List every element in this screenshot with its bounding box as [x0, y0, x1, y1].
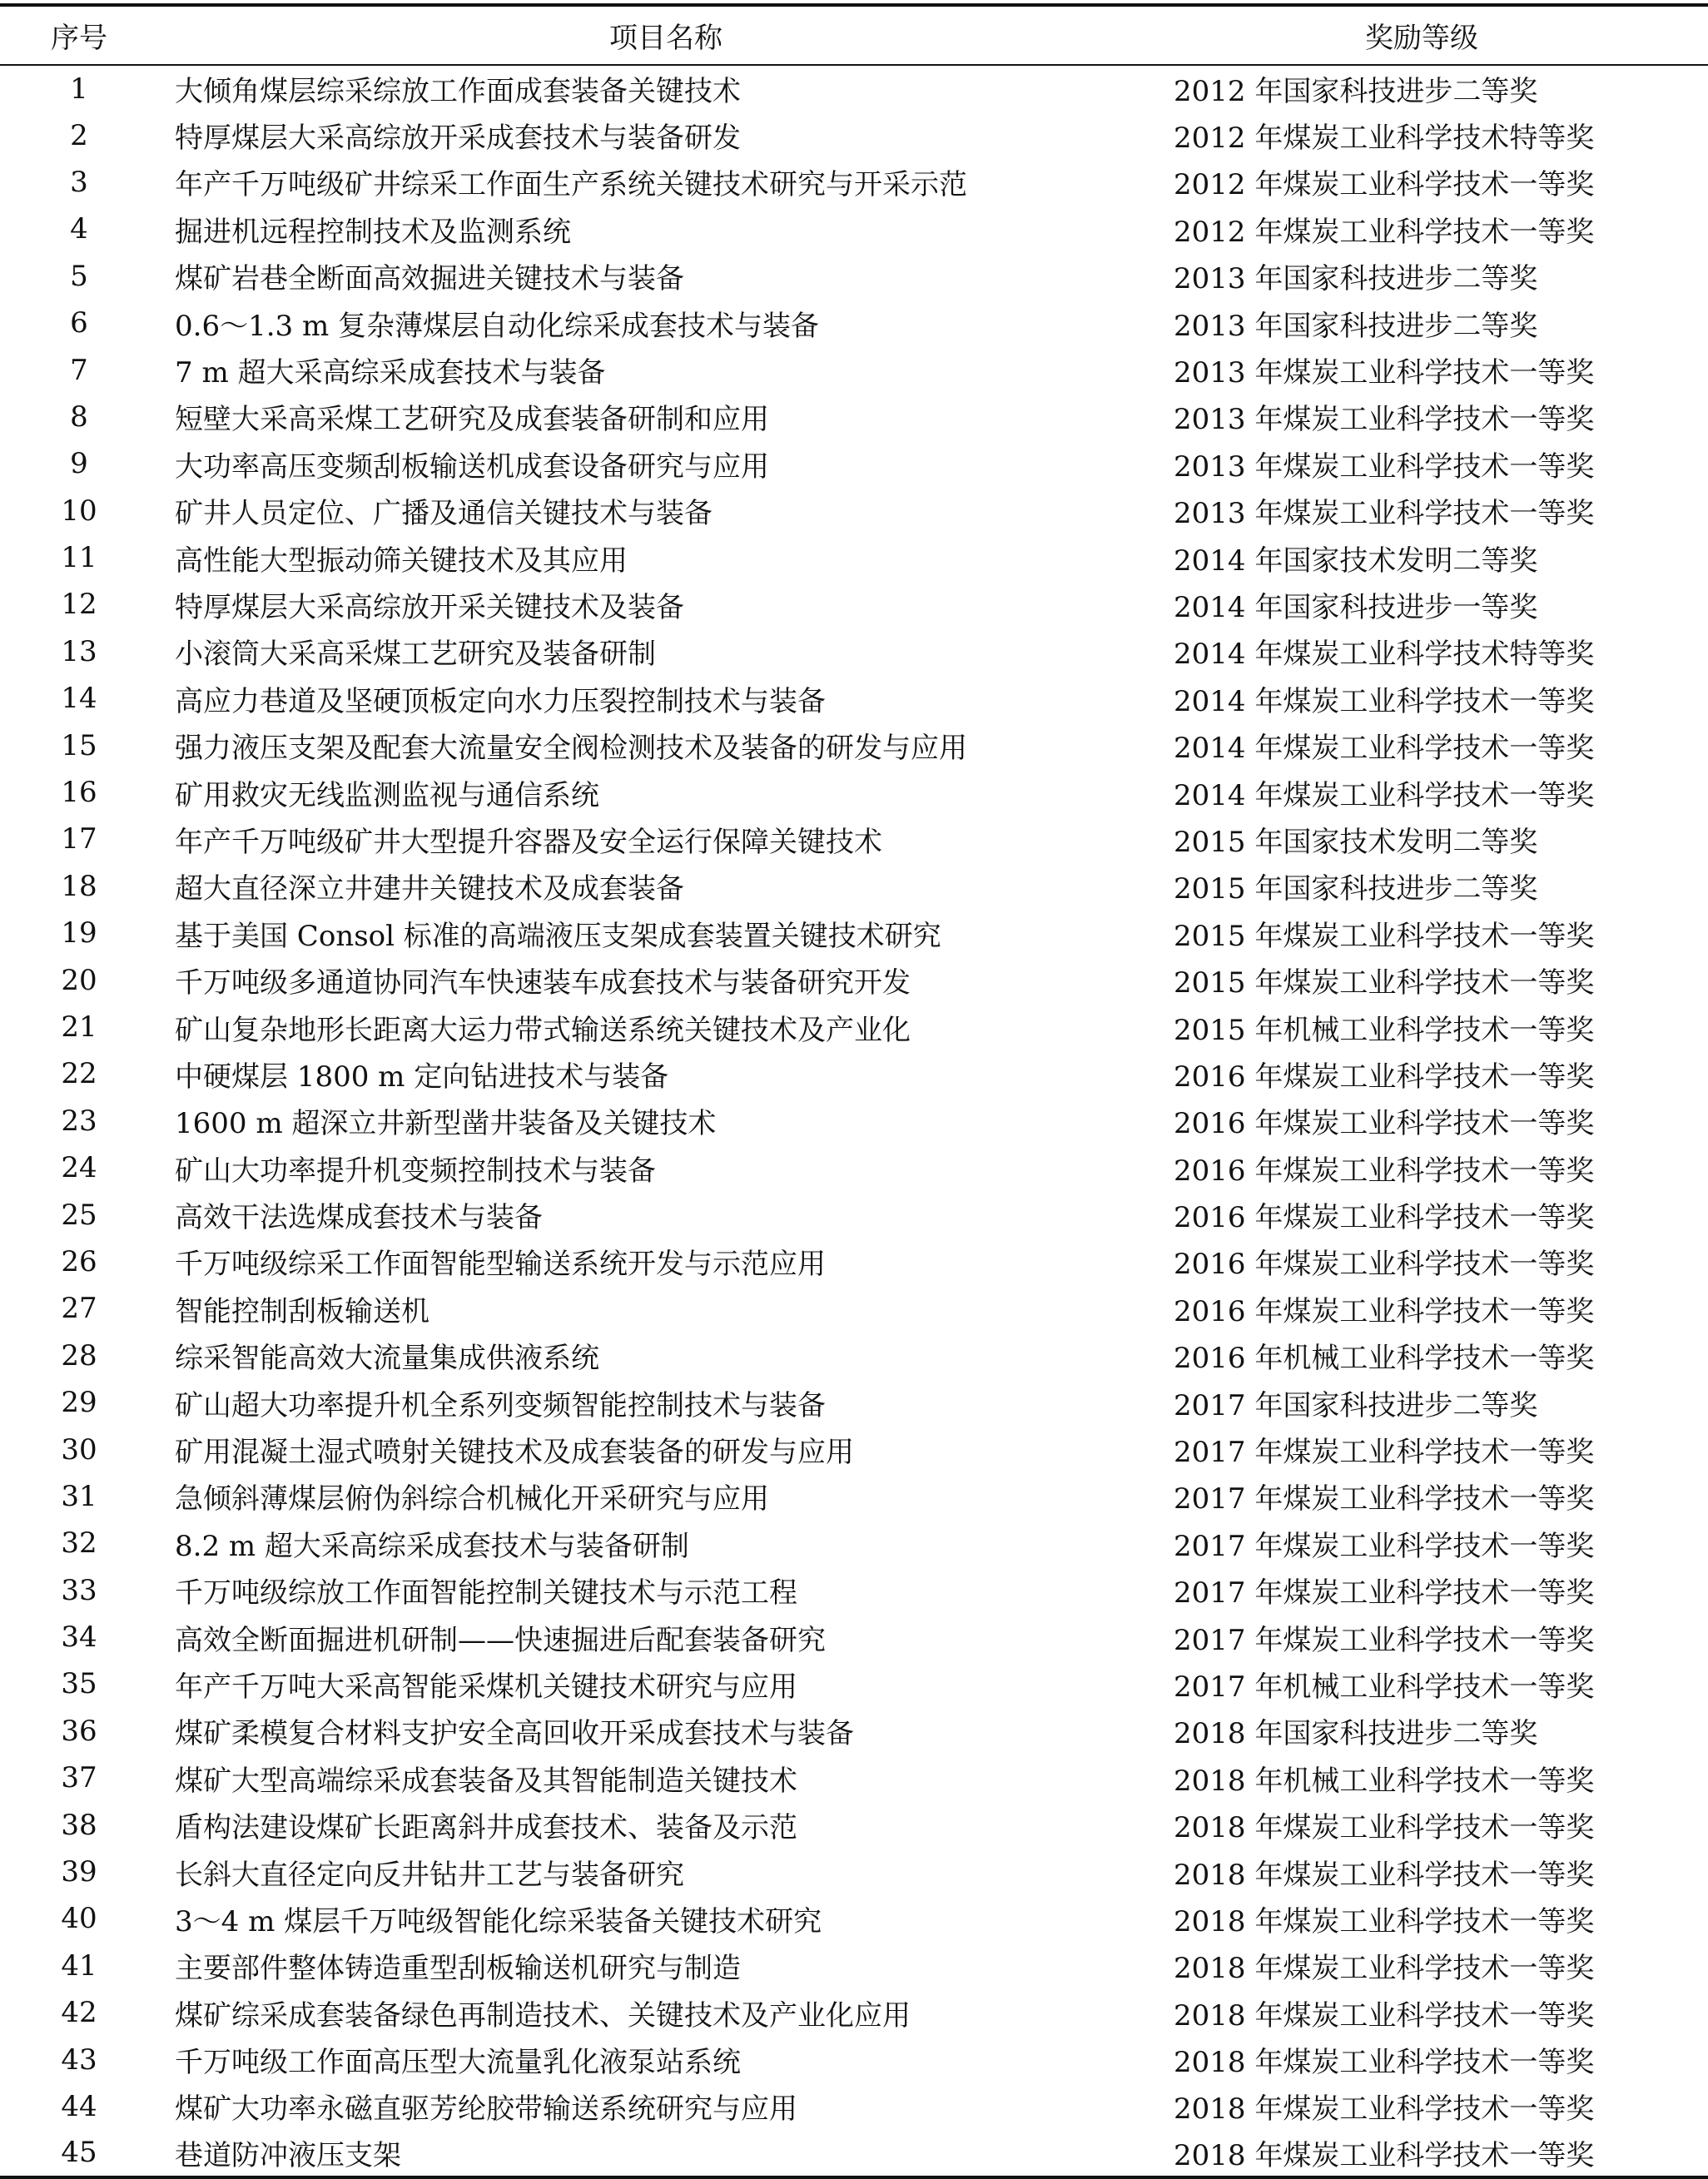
table-row [0, 394, 1708, 440]
serial-number-cell: 18 [61, 869, 97, 903]
award-level-cell: 2017 年煤炭工业科学技术一等奖 [1174, 1623, 1595, 1657]
project-name-cell: 智能控制刮板输送机 [175, 1294, 429, 1328]
project-name-cell: 长斜大直径定向反井钻井工艺与装备研究 [175, 1858, 684, 1892]
project-name-cell: 中硬煤层 1800 m 定向钻进技术与装备 [175, 1060, 669, 1094]
award-level-cell: 2018 年煤炭工业科学技术一等奖 [1174, 1904, 1595, 1938]
award-level-cell: 2013 年煤炭工业科学技术一等奖 [1174, 497, 1595, 531]
project-name-cell: 年产千万吨级矿井综采工作面生产系统关键技术研究与开采示范 [175, 168, 967, 202]
serial-number-cell: 28 [61, 1338, 97, 1372]
project-name-cell: 千万吨级综采工作面智能型输送系统开发与示范应用 [175, 1248, 826, 1282]
serial-number-cell: 4 [70, 212, 88, 246]
award-level-cell: 2018 年煤炭工业科学技术一等奖 [1174, 1998, 1595, 2033]
award-level-cell: 2012 年煤炭工业科学技术一等奖 [1174, 215, 1595, 249]
project-name-cell: 特厚煤层大采高综放开采成套技术与装备研发 [175, 122, 741, 156]
project-name-cell: 强力液压支架及配套大流量安全阀检测技术及装备的研发与应用 [175, 732, 967, 766]
table-row [0, 440, 1708, 487]
award-level-cell: 2018 年煤炭工业科学技术一等奖 [1174, 1811, 1595, 1845]
serial-number-cell: 33 [61, 1573, 97, 1607]
award-level-cell: 2018 年煤炭工业科学技术一等奖 [1174, 2092, 1595, 2127]
table-row [0, 346, 1708, 393]
project-name-cell: 0.6～1.3 m 复杂薄煤层自动化综采成套技术与装备 [175, 309, 819, 343]
project-name-cell: 3～4 m 煤层千万吨级智能化综采装备关键技术研究 [175, 1904, 822, 1938]
table-row [0, 1989, 1708, 2036]
serial-number-cell: 24 [61, 1151, 97, 1185]
serial-number-cell: 21 [61, 1010, 97, 1044]
award-level-cell: 2018 年煤炭工业科学技术一等奖 [1174, 2046, 1595, 2080]
award-level-cell: 2012 年国家科技进步二等奖 [1174, 75, 1538, 109]
project-name-cell: 煤矿大型高端综采成套装备及其智能制造关键技术 [175, 1764, 797, 1798]
table-row [0, 675, 1708, 722]
project-name-cell: 短壁大采高采煤工艺研究及成套装备研制和应用 [175, 403, 769, 437]
serial-number-cell: 34 [61, 1621, 97, 1655]
award-level-cell: 2012 年煤炭工业科学技术一等奖 [1174, 168, 1595, 202]
table-row [0, 1379, 1708, 1426]
project-name-cell: 煤矿大功率永磁直驱芳纶胶带输送系统研究与应用 [175, 2092, 797, 2127]
table-row [0, 65, 1708, 112]
award-level-cell: 2016 年煤炭工业科学技术一等奖 [1174, 1154, 1595, 1188]
serial-number-cell: 13 [61, 634, 97, 668]
project-name-cell: 矿井人员定位、广播及通信关键技术与装备 [175, 497, 712, 531]
project-name-cell: 矿山复杂地形长距离大运力带式输送系统关键技术及产业化 [175, 1013, 911, 1047]
table-row [0, 628, 1708, 675]
project-name-cell: 巷道防冲液压支架 [175, 2138, 401, 2172]
project-name-cell: 煤矿综采成套装备绿色再制造技术、关键技术及产业化应用 [175, 1998, 911, 2033]
project-name-cell: 特厚煤层大采高综放开采关键技术及装备 [175, 590, 684, 624]
table-row [0, 2036, 1708, 2082]
table-row [0, 159, 1708, 206]
table-row [0, 910, 1708, 956]
award-level-cell: 2016 年煤炭工业科学技术一等奖 [1174, 1248, 1595, 1282]
serial-number-cell: 36 [61, 1714, 97, 1748]
header-row [0, 5, 1708, 65]
project-name-cell: 高效全断面掘进机研制——快速掘进后配套装备研究 [175, 1623, 826, 1657]
project-name-cell: 小滚筒大采高采煤工艺研究及装备研制 [175, 638, 656, 672]
award-level-cell: 2013 年国家科技进步二等奖 [1174, 262, 1538, 296]
award-level-cell: 2017 年煤炭工业科学技术一等奖 [1174, 1529, 1595, 1563]
award-level-cell: 2018 年机械工业科学技术一等奖 [1174, 1764, 1595, 1798]
header-serial-number: 序号 [51, 22, 107, 55]
table-row [0, 1426, 1708, 1472]
award-level-cell: 2018 年煤炭工业科学技术一等奖 [1174, 1858, 1595, 1892]
award-level-cell: 2015 年机械工业科学技术一等奖 [1174, 1013, 1595, 1047]
table-row [0, 1050, 1708, 1097]
serial-number-cell: 44 [61, 2089, 97, 2123]
award-level-cell: 2014 年煤炭工业科学技术一等奖 [1174, 778, 1595, 812]
serial-number-cell: 42 [61, 1996, 97, 2030]
serial-number-cell: 27 [61, 1292, 97, 1326]
award-level-cell: 2016 年煤炭工业科学技术一等奖 [1174, 1294, 1595, 1328]
table-row [0, 1801, 1708, 1848]
project-name-cell: 高性能大型振动筛关键技术及其应用 [175, 544, 628, 578]
project-name-cell: 千万吨级多通道协同汽车快速装车成套技术与装备研究开发 [175, 966, 911, 1000]
serial-number-cell: 16 [61, 776, 97, 810]
table-row [0, 956, 1708, 1003]
serial-number-cell: 29 [61, 1386, 97, 1420]
table-row [0, 1614, 1708, 1660]
serial-number-cell: 20 [61, 963, 97, 997]
table-row [0, 1473, 1708, 1520]
award-level-cell: 2015 年国家技术发明二等奖 [1174, 825, 1538, 859]
award-level-cell: 2013 年煤炭工业科学技术一等奖 [1174, 403, 1595, 437]
award-level-cell: 2016 年机械工业科学技术一等奖 [1174, 1342, 1595, 1376]
project-name-cell: 大倾角煤层综采综放工作面成套装备关键技术 [175, 75, 741, 109]
table-row [0, 534, 1708, 581]
serial-number-cell: 37 [61, 1761, 97, 1795]
award-level-cell: 2018 年煤炭工业科学技术一等奖 [1174, 2138, 1595, 2172]
project-name-cell: 矿用混凝土湿式喷射关键技术及成套装备的研发与应用 [175, 1436, 854, 1470]
table-row [0, 1098, 1708, 1144]
serial-number-cell: 30 [61, 1432, 97, 1467]
project-name-cell: 综采智能高效大流量集成供液系统 [175, 1342, 599, 1376]
project-name-cell: 高应力巷道及坚硬顶板定向水力压裂控制技术与装备 [175, 684, 826, 718]
table-row [0, 1238, 1708, 1285]
header-project-name: 项目名称 [609, 22, 722, 55]
table-row [0, 816, 1708, 862]
table-row [0, 488, 1708, 534]
award-level-cell: 2014 年国家科技进步一等奖 [1174, 590, 1538, 624]
serial-number-cell: 43 [61, 2043, 97, 2077]
project-name-cell: 矿山大功率提升机变频控制技术与装备 [175, 1154, 656, 1188]
table-row [0, 581, 1708, 628]
serial-number-cell: 40 [61, 1902, 97, 1936]
award-level-cell: 2015 年煤炭工业科学技术一等奖 [1174, 919, 1595, 953]
serial-number-cell: 1 [70, 72, 88, 106]
project-name-cell: 煤矿岩巷全断面高效掘进关键技术与装备 [175, 262, 684, 296]
table-row [0, 1849, 1708, 1895]
project-name-cell: 矿用救灾无线监测监视与通信系统 [175, 778, 599, 812]
serial-number-cell: 14 [61, 682, 97, 716]
project-name-cell: 千万吨级综放工作面智能控制关键技术与示范工程 [175, 1576, 797, 1611]
table-row [0, 112, 1708, 158]
serial-number-cell: 5 [70, 259, 88, 293]
award-level-cell: 2016 年煤炭工业科学技术一等奖 [1174, 1107, 1595, 1141]
award-level-cell: 2012 年煤炭工业科学技术特等奖 [1174, 122, 1595, 156]
table-row [0, 1567, 1708, 1614]
project-name-cell: 年产千万吨大采高智能采煤机关键技术研究与应用 [175, 1670, 797, 1704]
serial-number-cell: 19 [61, 916, 97, 951]
award-level-cell: 2018 年煤炭工业科学技术一等奖 [1174, 1952, 1595, 1986]
table-row [0, 300, 1708, 346]
serial-number-cell: 22 [61, 1057, 97, 1091]
project-name-cell: 主要部件整体铸造重型刮板输送机研究与制造 [175, 1952, 741, 1986]
award-level-cell: 2017 年煤炭工业科学技术一等奖 [1174, 1576, 1595, 1611]
table-row [0, 1708, 1708, 1755]
serial-number-cell: 10 [61, 494, 97, 528]
serial-number-cell: 35 [61, 1667, 97, 1701]
table-row [0, 1895, 1708, 1942]
award-level-cell: 2015 年煤炭工业科学技术一等奖 [1174, 966, 1595, 1000]
serial-number-cell: 8 [70, 400, 88, 434]
table-body [0, 65, 1708, 2177]
serial-number-cell: 25 [61, 1198, 97, 1232]
serial-number-cell: 6 [70, 306, 88, 340]
award-level-cell: 2017 年煤炭工业科学技术一等奖 [1174, 1482, 1595, 1516]
table-header [0, 5, 1708, 65]
table-row [0, 863, 1708, 910]
award-level-cell: 2017 年煤炭工业科学技术一等奖 [1174, 1436, 1595, 1470]
serial-number-cell: 38 [61, 1808, 97, 1842]
serial-number-cell: 17 [61, 822, 97, 856]
project-name-cell: 掘进机远程控制技术及监测系统 [175, 215, 571, 249]
project-name-cell: 高效干法选煤成套技术与装备 [175, 1201, 543, 1235]
serial-number-cell: 26 [61, 1244, 97, 1278]
serial-number-cell: 7 [70, 353, 88, 387]
serial-number-cell: 39 [61, 1855, 97, 1889]
award-level-cell: 2014 年煤炭工业科学技术一等奖 [1174, 732, 1595, 766]
project-name-cell: 矿山超大功率提升机全系列变频智能控制技术与装备 [175, 1388, 826, 1422]
project-name-cell: 大功率高压变频刮板输送机成套设备研究与应用 [175, 449, 769, 484]
award-level-cell: 2013 年国家科技进步二等奖 [1174, 309, 1538, 343]
project-name-cell: 急倾斜薄煤层俯伪斜综合机械化开采研究与应用 [175, 1482, 769, 1516]
award-level-cell: 2013 年煤炭工业科学技术一等奖 [1174, 449, 1595, 484]
serial-number-cell: 9 [70, 447, 88, 481]
project-name-cell: 基于美国 Consol 标准的高端液压支架成套装置关键技术研究 [175, 919, 941, 953]
project-name-cell: 7 m 超大采高综采成套技术与装备 [175, 356, 606, 390]
header-award-level: 奖励等级 [1365, 22, 1478, 55]
table-row [0, 1943, 1708, 1989]
table-row [0, 722, 1708, 768]
serial-number-cell: 41 [61, 1948, 97, 1983]
table-row [0, 1004, 1708, 1050]
award-level-cell: 2013 年煤炭工业科学技术一等奖 [1174, 356, 1595, 390]
project-name-cell: 盾构法建设煤矿长距离斜井成套技术、装备及示范 [175, 1811, 797, 1845]
award-level-cell: 2015 年国家科技进步二等奖 [1174, 872, 1538, 906]
table-row [0, 1333, 1708, 1379]
serial-number-cell: 2 [70, 118, 88, 152]
serial-number-cell: 23 [61, 1104, 97, 1138]
table-row [0, 1660, 1708, 1707]
table-row [0, 1285, 1708, 1332]
award-level-cell: 2016 年煤炭工业科学技术一等奖 [1174, 1201, 1595, 1235]
serial-number-cell: 11 [61, 541, 97, 575]
serial-number-cell: 32 [61, 1526, 97, 1561]
serial-number-cell: 12 [61, 588, 97, 622]
award-level-cell: 2014 年国家技术发明二等奖 [1174, 544, 1538, 578]
award-level-cell: 2014 年煤炭工业科学技术一等奖 [1174, 684, 1595, 718]
table-row [0, 206, 1708, 252]
project-name-cell: 1600 m 超深立井新型凿井装备及关键技术 [175, 1107, 717, 1141]
project-name-cell: 煤矿柔模复合材料支护安全高回收开采成套技术与装备 [175, 1717, 854, 1751]
project-name-cell: 千万吨级工作面高压型大流量乳化液泵站系统 [175, 2046, 741, 2080]
serial-number-cell: 15 [61, 728, 97, 762]
table-row [0, 1144, 1708, 1191]
table-row [0, 1191, 1708, 1238]
award-level-cell: 2017 年国家科技进步二等奖 [1174, 1388, 1538, 1422]
project-name-cell: 超大直径深立井建井关键技术及成套装备 [175, 872, 684, 906]
award-level-cell: 2017 年机械工业科学技术一等奖 [1174, 1670, 1595, 1704]
table-row [0, 1520, 1708, 1566]
award-level-cell: 2016 年煤炭工业科学技术一等奖 [1174, 1060, 1595, 1094]
table-row [0, 769, 1708, 816]
table-row [0, 2130, 1708, 2177]
serial-number-cell: 45 [61, 2136, 97, 2170]
table-row [0, 2083, 1708, 2130]
project-name-cell: 8.2 m 超大采高综采成套技术与装备研制 [175, 1529, 689, 1563]
table-row [0, 1755, 1708, 1801]
table-row [0, 253, 1708, 300]
awards-table [0, 3, 1708, 2179]
serial-number-cell: 31 [61, 1479, 97, 1513]
award-level-cell: 2018 年国家科技进步二等奖 [1174, 1717, 1538, 1751]
project-name-cell: 年产千万吨级矿井大型提升容器及安全运行保障关键技术 [175, 825, 882, 859]
serial-number-cell: 3 [70, 165, 88, 199]
award-level-cell: 2014 年煤炭工业科学技术特等奖 [1174, 638, 1595, 672]
